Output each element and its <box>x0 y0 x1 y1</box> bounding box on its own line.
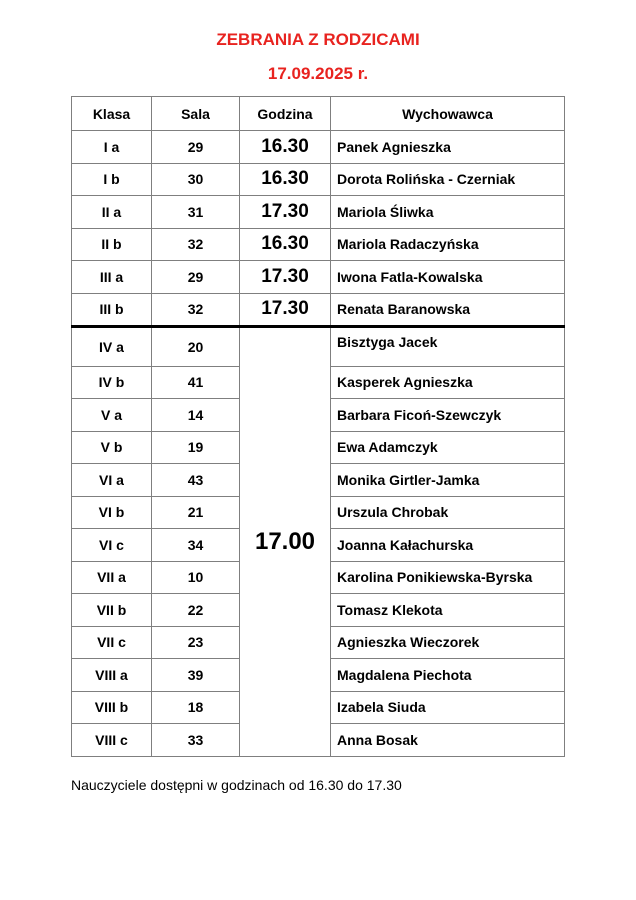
sala-cell: 32 <box>152 293 240 327</box>
klasa-cell: II a <box>72 196 152 229</box>
footer-note: Nauczyciele dostępni w godzinach od 16.30 do 17.30 <box>71 777 402 793</box>
wychowawca-cell: Urszula Chrobak <box>331 496 565 529</box>
klasa-cell: VII b <box>72 594 152 627</box>
godzina-merged-cell: 17.00 <box>240 327 331 757</box>
klasa-cell: VI a <box>72 464 152 497</box>
wychowawca-cell: Magdalena Piechota <box>331 659 565 692</box>
sala-cell: 33 <box>152 724 240 757</box>
wychowawca-cell: Mariola Radaczyńska <box>331 228 565 261</box>
sala-cell: 29 <box>152 261 240 294</box>
sala-cell: 43 <box>152 464 240 497</box>
table-row <box>72 196 565 229</box>
wychowawca-cell: Barbara Ficoń-Szewczyk <box>331 399 565 432</box>
klasa-cell: VII a <box>72 561 152 594</box>
schedule-table <box>71 96 565 757</box>
wychowawca-cell: Izabela Siuda <box>331 691 565 724</box>
godzina-cell: 17.30 <box>240 261 331 294</box>
wychowawca-cell: Tomasz Klekota <box>331 594 565 627</box>
sala-cell: 14 <box>152 399 240 432</box>
wychowawca-cell: Bisztyga Jacek <box>331 327 565 367</box>
wychowawca-cell: Kasperek Agnieszka <box>331 366 565 399</box>
header-wychowawca: Wychowawca <box>331 97 565 131</box>
sala-cell: 21 <box>152 496 240 529</box>
klasa-cell: VI b <box>72 496 152 529</box>
klasa-cell: IV a <box>72 327 152 367</box>
wychowawca-cell: Renata Baranowska <box>331 293 565 327</box>
sala-cell: 30 <box>152 163 240 196</box>
godzina-cell: 17.30 <box>240 196 331 229</box>
sala-cell: 31 <box>152 196 240 229</box>
godzina-cell: 16.30 <box>240 163 331 196</box>
wychowawca-cell: Anna Bosak <box>331 724 565 757</box>
godzina-cell: 16.30 <box>240 228 331 261</box>
wychowawca-cell: Monika Girtler-Jamka <box>331 464 565 497</box>
wychowawca-cell: Mariola Śliwka <box>331 196 565 229</box>
header-row <box>72 97 565 131</box>
klasa-cell: VII c <box>72 626 152 659</box>
sala-cell: 10 <box>152 561 240 594</box>
table-row <box>72 293 565 327</box>
sala-cell: 18 <box>152 691 240 724</box>
table-row <box>72 163 565 196</box>
godzina-cell: 17.30 <box>240 293 331 327</box>
klasa-cell: II b <box>72 228 152 261</box>
klasa-cell: VIII a <box>72 659 152 692</box>
klasa-cell: III a <box>72 261 152 294</box>
sala-cell: 34 <box>152 529 240 562</box>
sala-cell: 39 <box>152 659 240 692</box>
header-godzina: Godzina <box>240 97 331 131</box>
table-row <box>72 131 565 164</box>
header-sala: Sala <box>152 97 240 131</box>
header-klasa: Klasa <box>72 97 152 131</box>
klasa-cell: IV b <box>72 366 152 399</box>
sala-cell: 41 <box>152 366 240 399</box>
table-row <box>72 228 565 261</box>
godzina-cell: 16.30 <box>240 131 331 164</box>
wychowawca-cell: Panek Agnieszka <box>331 131 565 164</box>
klasa-cell: V a <box>72 399 152 432</box>
wychowawca-cell: Ewa Adamczyk <box>331 431 565 464</box>
wychowawca-cell: Karolina Ponikiewska-Byrska <box>331 561 565 594</box>
page-title: ZEBRANIA Z RODZICAMI <box>216 30 420 49</box>
klasa-cell: VIII c <box>72 724 152 757</box>
klasa-cell: I b <box>72 163 152 196</box>
sala-cell: 20 <box>152 327 240 367</box>
wychowawca-cell: Iwona Fatla-Kowalska <box>331 261 565 294</box>
wychowawca-cell: Agnieszka Wieczorek <box>331 626 565 659</box>
wychowawca-cell: Dorota Rolińska - Czerniak <box>331 163 565 196</box>
meeting-date: 17.09.2025 r. <box>267 64 369 83</box>
klasa-cell: V b <box>72 431 152 464</box>
sala-cell: 29 <box>152 131 240 164</box>
klasa-cell: I a <box>72 131 152 164</box>
wychowawca-cell: Joanna Kałachurska <box>331 529 565 562</box>
table-row <box>72 261 565 294</box>
klasa-cell: VI c <box>72 529 152 562</box>
sala-cell: 23 <box>152 626 240 659</box>
klasa-cell: VIII b <box>72 691 152 724</box>
sala-cell: 22 <box>152 594 240 627</box>
sala-cell: 19 <box>152 431 240 464</box>
klasa-cell: III b <box>72 293 152 327</box>
sala-cell: 32 <box>152 228 240 261</box>
table-row <box>72 327 565 367</box>
